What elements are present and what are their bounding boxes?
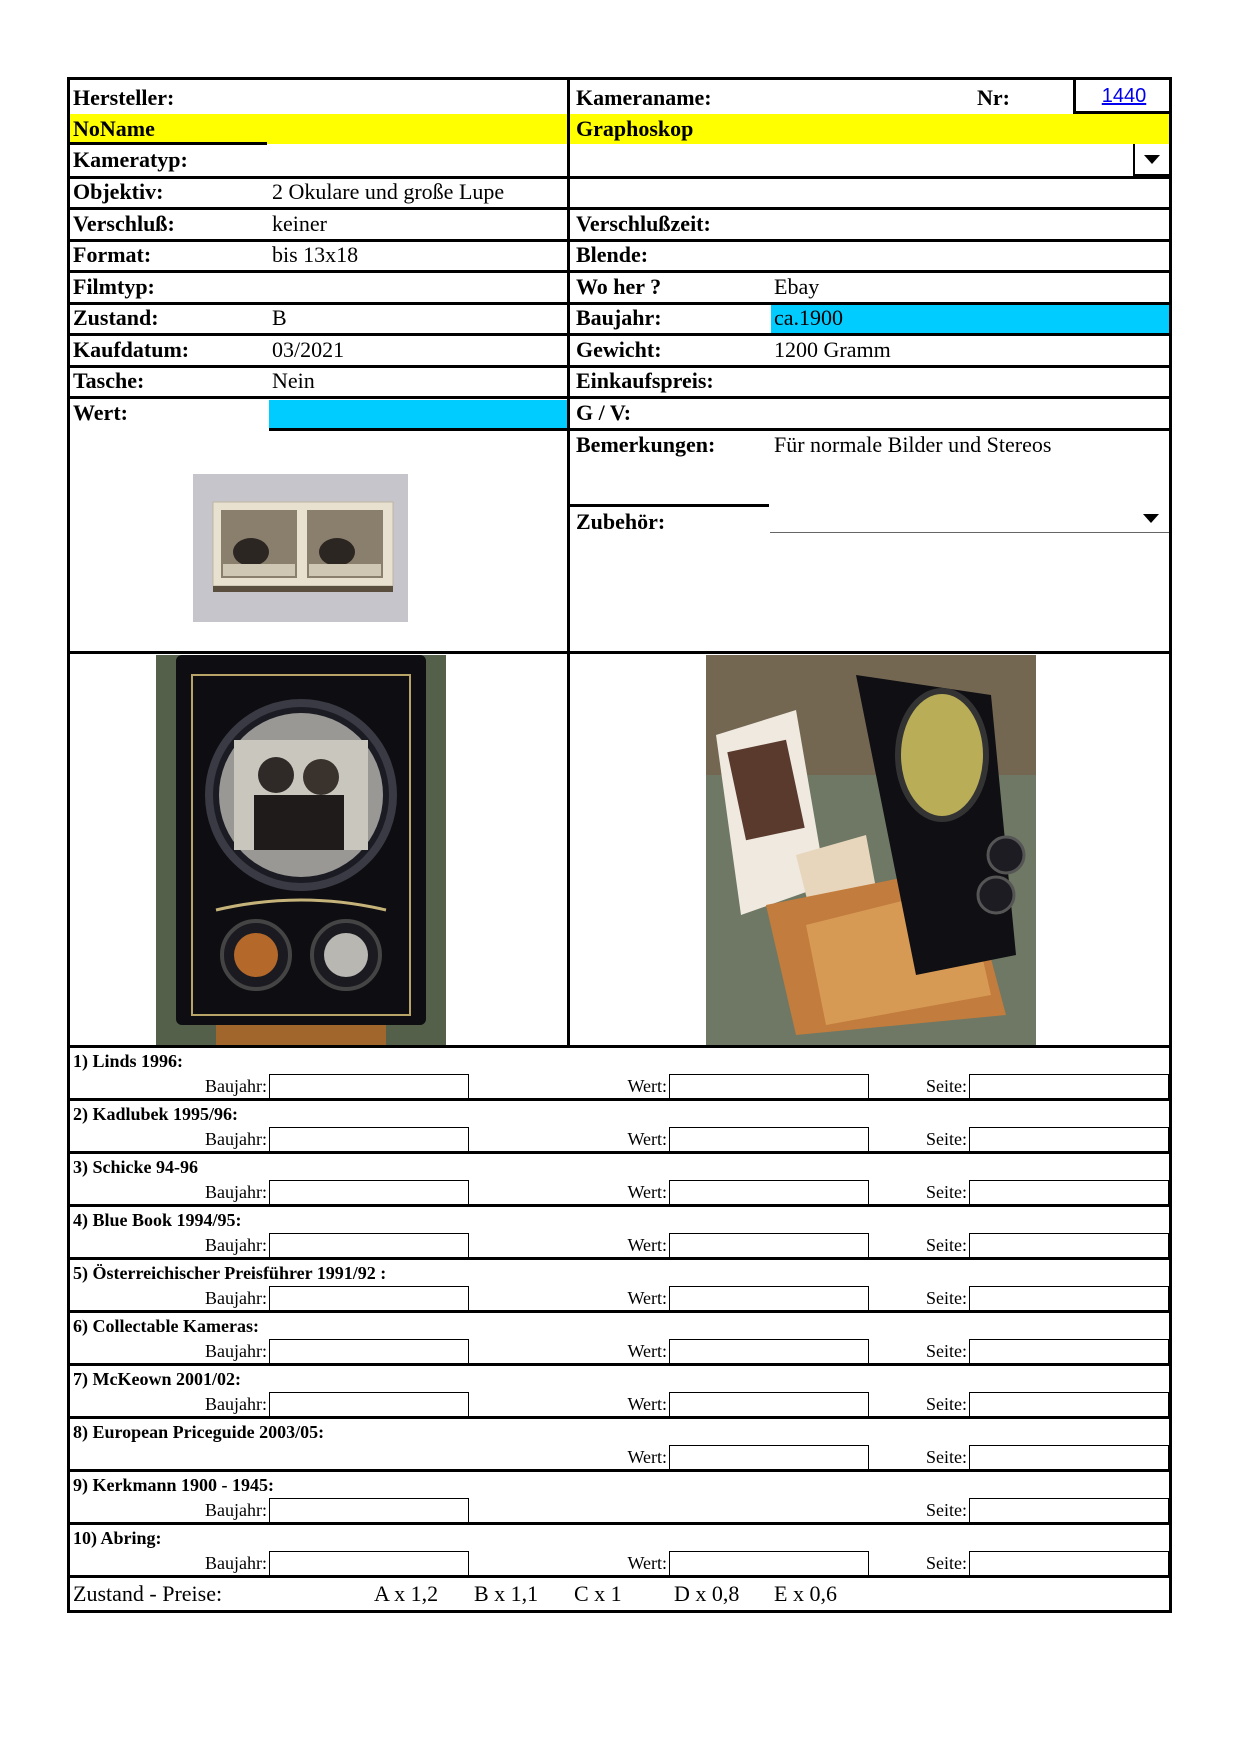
grade-b: B x 1,1 [474, 1581, 539, 1606]
reference-seite-input[interactable] [969, 1180, 1169, 1205]
dropdown-arrow-icon [1144, 155, 1160, 164]
reference-row [70, 1154, 1169, 1207]
gewicht-value: 1200 Gramm [774, 337, 891, 362]
reference-wert-input[interactable] [669, 1392, 869, 1417]
reference-row [70, 1207, 1169, 1260]
reference-baujahr-input[interactable] [269, 1339, 469, 1364]
reference-wert-input[interactable] [669, 1074, 869, 1099]
reference-title: 6) Collectable Kameras: [73, 1316, 259, 1336]
hersteller-label: Hersteller: [73, 85, 175, 110]
reference-wert-label: Wert: [627, 1341, 667, 1361]
wert-label: Wert: [73, 400, 128, 425]
reference-seite-input[interactable] [969, 1498, 1169, 1523]
row-divider [70, 1575, 1169, 1578]
tasche-value: Nein [272, 368, 315, 393]
reference-seite-label: Seite: [926, 1394, 967, 1414]
reference-baujahr-input[interactable] [269, 1074, 469, 1099]
hersteller-value: NoName [73, 116, 155, 141]
reference-seite-input[interactable] [969, 1127, 1169, 1152]
reference-seite-input[interactable] [969, 1074, 1169, 1099]
nr-link[interactable]: 1440 [1101, 85, 1147, 107]
reference-wert-label: Wert: [627, 1235, 667, 1255]
reference-title: 9) Kerkmann 1900 - 1945: [73, 1475, 274, 1495]
reference-seite-input[interactable] [969, 1445, 1169, 1470]
reference-baujahr-input[interactable] [269, 1498, 469, 1523]
reference-row [70, 1313, 1169, 1366]
kameratyp-label: Kameratyp: [73, 147, 188, 172]
reference-seite-label: Seite: [926, 1182, 967, 1202]
reference-baujahr-input[interactable] [269, 1286, 469, 1311]
zustand-value: B [272, 305, 287, 330]
reference-baujahr-label: Baujahr: [205, 1288, 267, 1308]
reference-baujahr-label: Baujahr: [205, 1553, 267, 1573]
reference-seite-input[interactable] [969, 1551, 1169, 1576]
reference-row [70, 1048, 1169, 1101]
reference-wert-input[interactable] [669, 1127, 869, 1152]
reference-baujahr-input[interactable] [269, 1180, 469, 1205]
nr-label: Nr: [977, 85, 1010, 110]
reference-baujahr-input[interactable] [269, 1127, 469, 1152]
gewicht-label: Gewicht: [576, 337, 662, 362]
kameratyp-dropdown-button[interactable] [1133, 144, 1169, 176]
reference-baujahr-label: Baujahr: [205, 1182, 267, 1202]
zubehoer-label: Zubehör: [576, 509, 666, 534]
objektiv-value: 2 Okulare und große Lupe [272, 179, 505, 204]
reference-row [70, 1419, 1169, 1472]
reference-title: 3) Schicke 94-96 [73, 1157, 198, 1177]
bemerkungen-value: Für normale Bilder und Stereos [774, 432, 1052, 457]
reference-title: 5) Österreichischer Preisführer 1991/92 : [73, 1263, 387, 1283]
side-view-photo [706, 655, 1036, 1046]
grade-d: D x 0,8 [674, 1581, 740, 1606]
reference-wert-label: Wert: [627, 1447, 667, 1467]
reference-seite-label: Seite: [926, 1288, 967, 1308]
front-view-photo [156, 655, 446, 1046]
reference-wert-label: Wert: [627, 1129, 667, 1149]
reference-title: 2) Kadlubek 1995/96: [73, 1104, 239, 1124]
kameraname-value: Graphoskop [576, 116, 694, 141]
reference-title: 10) Abring: [73, 1528, 162, 1548]
reference-row [70, 1101, 1169, 1154]
kaufdatum-label: Kaufdatum: [73, 337, 190, 362]
einkaufspreis-label: Einkaufspreis: [576, 368, 714, 393]
format-label: Format: [73, 242, 152, 267]
format-value: bis 13x18 [272, 242, 359, 267]
reference-wert-input[interactable] [669, 1551, 869, 1576]
zustand-label: Zustand: [73, 305, 159, 330]
reference-baujahr-input[interactable] [269, 1392, 469, 1417]
reference-wert-label: Wert: [627, 1076, 667, 1096]
baujahr-label: Baujahr: [576, 305, 662, 330]
reference-row [70, 1260, 1169, 1313]
woher-label: Wo her ? [576, 274, 662, 299]
stereo-card-photo [193, 474, 408, 622]
woher-value: Ebay [774, 274, 820, 299]
reference-wert-label: Wert: [627, 1288, 667, 1308]
reference-seite-label: Seite: [926, 1129, 967, 1149]
reference-wert-label: Wert: [627, 1553, 667, 1573]
reference-baujahr-label: Baujahr: [205, 1129, 267, 1149]
reference-wert-input[interactable] [669, 1286, 869, 1311]
reference-baujahr-label: Baujahr: [205, 1235, 267, 1255]
reference-baujahr-label: Baujahr: [205, 1394, 267, 1414]
filmtyp-label: Filmtyp: [73, 274, 155, 299]
reference-seite-input[interactable] [969, 1286, 1169, 1311]
verschluss-label: Verschluß: [73, 211, 175, 236]
dropdown-arrow-icon[interactable] [1143, 514, 1159, 523]
reference-seite-input[interactable] [969, 1339, 1169, 1364]
reference-seite-label: Seite: [926, 1447, 967, 1467]
reference-title: 8) European Priceguide 2003/05: [73, 1422, 325, 1442]
reference-seite-label: Seite: [926, 1553, 967, 1573]
reference-wert-input[interactable] [669, 1339, 869, 1364]
reference-row [70, 1525, 1169, 1578]
reference-seite-input[interactable] [969, 1392, 1169, 1417]
objektiv-label: Objektiv: [73, 179, 164, 204]
reference-row [70, 1366, 1169, 1419]
grade-a: A x 1,2 [374, 1581, 439, 1606]
reference-wert-input[interactable] [669, 1445, 869, 1470]
reference-row [70, 1472, 1169, 1525]
reference-baujahr-label: Baujahr: [205, 1341, 267, 1361]
reference-baujahr-label: Baujahr: [205, 1076, 267, 1096]
bemerkungen-label: Bemerkungen: [576, 432, 716, 457]
kaufdatum-value: 03/2021 [272, 337, 345, 362]
reference-seite-label: Seite: [926, 1076, 967, 1096]
reference-baujahr-input[interactable] [269, 1551, 469, 1576]
reference-baujahr-label: Baujahr: [205, 1500, 267, 1520]
zustand-preise-label: Zustand - Preise: [73, 1581, 223, 1606]
nr-box [1073, 80, 1172, 114]
reference-wert-label: Wert: [627, 1394, 667, 1414]
baujahr-value: ca.1900 [774, 305, 844, 330]
reference-baujahr-input[interactable] [269, 1233, 469, 1258]
tasche-label: Tasche: [73, 368, 145, 393]
kameraname-label: Kameraname: [576, 85, 712, 110]
reference-seite-label: Seite: [926, 1341, 967, 1361]
reference-title: 1) Linds 1996: [73, 1051, 184, 1071]
grade-c: C x 1 [574, 1581, 622, 1606]
verschlusszeit-label: Verschlußzeit: [576, 211, 711, 236]
blende-label: Blende: [576, 242, 649, 267]
reference-wert-label: Wert: [627, 1182, 667, 1202]
camera-record-sheet [67, 77, 1172, 1613]
reference-title: 4) Blue Book 1994/95: [73, 1210, 242, 1230]
reference-title: 7) McKeown 2001/02: [73, 1369, 241, 1389]
reference-seite-input[interactable] [969, 1233, 1169, 1258]
reference-wert-input[interactable] [669, 1233, 869, 1258]
grade-e: E x 0,6 [774, 1581, 837, 1606]
reference-seite-label: Seite: [926, 1500, 967, 1520]
gv-label: G / V: [576, 400, 632, 425]
reference-wert-input[interactable] [669, 1180, 869, 1205]
wert-value-field[interactable] [269, 400, 567, 428]
verschluss-value: keiner [272, 211, 327, 236]
reference-seite-label: Seite: [926, 1235, 967, 1255]
zubehoer-field[interactable] [770, 532, 1169, 533]
